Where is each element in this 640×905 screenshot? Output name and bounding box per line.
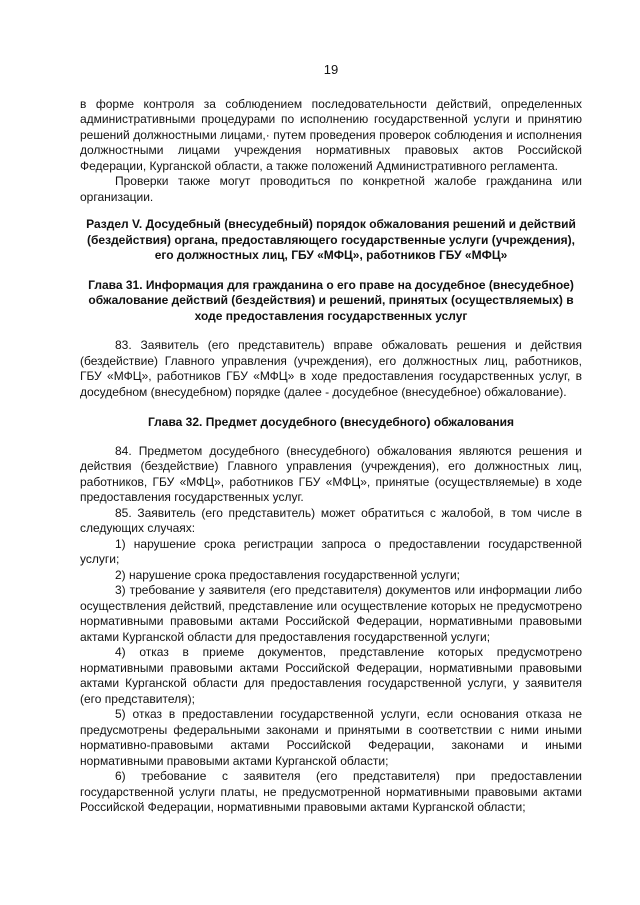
chapter-31-heading: Глава 31. Информация для гражданина о его праве на досудебное (внесудебное) обжалование действий (бездействия) и решений, принятых (осуществляемых) в ходе предоставления государственных услуг — [88, 277, 574, 323]
section-heading: Раздел V. Досудебный (внесудебный) порядок обжалования решений и действий (бездействия) органа, предоставляющего государственные услуги (учреждения), его должностных лиц, ГБУ «МФЦ», работников ГБУ «МФЦ» — [86, 217, 576, 262]
list-item-5: 5) отказ в предоставлении государственной услуги, если основания отказа не предусмотрены федеральными законами и принятыми в соответствии с ними иными нормативно-правовыми актами Российской Федерации, законами и иными нормативными правовыми актами Курганской области; — [80, 707, 582, 768]
list-item-4: 4) отказ в приеме документов, представление которых предусмотрено нормативными правовыми актами Российской Федерации, нормативными правовыми актами Курганской области для предоставления государственной услуги, у заявителя (его представителя); — [80, 645, 582, 706]
page-number: 19 — [323, 62, 339, 77]
paragraph-continuation: в форме контроля за соблюдением последовательности действий, определенных административными процедурами по исполнению государственной услуги и принятию решений должностными лицами,· путем проведения проверок соблюдения и исполнения должностными лицами учреждения нормативных правовых актов Российской Федерации, Курганской области, а также положений Административного регламента. — [80, 96, 582, 173]
chapter-32-heading: Глава 32. Предмет досудебного (внесудебного) обжалования — [147, 415, 515, 429]
list-item-2: 2) нарушение срока предоставления государственной услуги; — [115, 567, 460, 582]
list-item-1: 1) нарушение срока регистрации запроса о предоставлении государственной услуги; — [80, 536, 582, 566]
paragraph-inspections: Проверки также могут проводиться по конкретной жалобе гражданина или организации. — [80, 174, 582, 204]
paragraph-85: 85. Заявитель (его представитель) может обратиться с жалобой, в том числе в следующих случаях: — [80, 505, 582, 535]
list-item-3: 3) требование у заявителя (его представителя) документов или информации либо осуществления действий, представление или осуществление которых не предусмотрено нормативными правовыми актами Российской Федерации, нормативными правовыми актами Курганской области для предоставления государственной услуги; — [80, 583, 582, 644]
paragraph-84: 84. Предметом досудебного (внесудебного) обжалования являются решения и действия (бездействие) Главного управления (учреждения), его должностных лиц, работников, ГБУ «МФЦ», работников ГБУ «МФЦ», принятые (осуществляемые) в ходе предоставления государственных услуг. — [80, 443, 582, 504]
list-item-6: 6) требование с заявителя (его представителя) при предоставлении государственной услуги платы, не предусмотренной нормативными правовыми актами Российской Федерации, нормативными правовыми актами Курганской области; — [80, 769, 582, 814]
paragraph-83: 83. Заявитель (его представитель) вправе обжаловать решения и действия (бездействие) Главного управления (учреждения), его должностных лиц, работников, ГБУ «МФЦ», работников ГБУ «МФЦ» в ходе предоставления государственных услуг, в досудебном (внесудебном) порядке (далее - досудебное (внесудебное) обжалование). — [80, 338, 582, 399]
